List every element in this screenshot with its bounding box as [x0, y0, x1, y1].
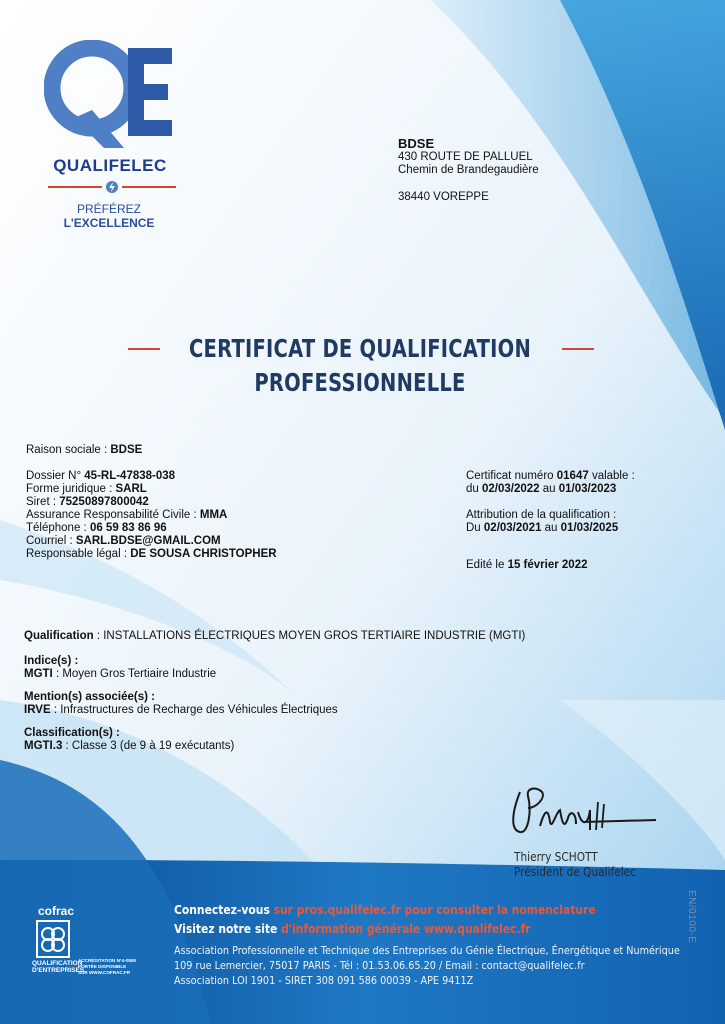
footer-line5: Association LOI 1901 - SIRET 308 091 586 00039 - APE 9411Z [174, 975, 474, 987]
recipient-name: BDSE [398, 136, 435, 151]
address-line3: 38440 VOREPPE [398, 191, 489, 203]
classification-label: Classification(s) : [24, 727, 120, 739]
tagline-part2: L'EXCELLENCE [63, 216, 155, 230]
raison-sociale: Raison sociale : BDSE [26, 444, 143, 456]
title-line2: PROFESSIONNELLE [254, 368, 466, 397]
validity-period: du 02/03/2022 au 01/03/2023 [466, 483, 617, 495]
qualification-line: Qualification : INSTALLATIONS ÉLECTRIQUES MOYEN GROS TERTIAIRE INDUSTRIE (MGTI) [24, 630, 526, 642]
mention-line: IRVE : Infrastructures de Recharge des Véhicules Électriques [24, 704, 338, 716]
forme-juridique: Forme juridique : SARL [26, 483, 147, 495]
footer-pros-link[interactable]: Connectez-vous sur pros.qualifelec.fr pour consulter la nomenclature [174, 902, 596, 917]
indice-line: MGTI : Moyen Gros Tertiaire Industrie [24, 668, 217, 680]
cofrac-name: cofrac [38, 904, 75, 918]
recipient-address [398, 136, 539, 204]
logo-divider [48, 180, 176, 194]
assurance: Assurance Responsabilité Civile : MMA [26, 509, 228, 521]
responsable-legal: Responsable légal : DE SOUSA CHRISTOPHER [26, 548, 277, 560]
attribution-period: Du 02/03/2021 au 01/03/2025 [466, 522, 619, 534]
cofrac-accreditation: ACCRÉDITATION N°4-0550 PORTÉE DISPONIBLE SUR WWW.COFRAC.FR [78, 958, 137, 975]
siret: Siret : 75250897800042 [26, 496, 149, 508]
signature-icon [506, 782, 666, 844]
signatory-name: Thierry SCHOTT [514, 850, 598, 864]
indice-label: Indice(s) : [24, 655, 79, 667]
qualification-section [24, 630, 684, 753]
tagline-part1: PRÉFÉREZ [76, 202, 141, 216]
signatory [514, 850, 636, 880]
attribution-label: Attribution de la qualification : [466, 509, 617, 521]
company-info [26, 444, 277, 561]
document-code: EN/0100-E [686, 890, 697, 944]
cofrac-logo [32, 904, 142, 984]
address-line2: Chemin de Brandegaudière [398, 164, 539, 176]
title-line1: CERTIFICAT DE QUALIFICATION [188, 334, 532, 363]
footer-line4: 109 rue Lemercier, 75017 PARIS - Tél : 01.53.06.65.20 / Email : contact@qualifelec.fr [174, 960, 585, 972]
title-dash-right [562, 348, 594, 350]
cofrac-emblem-icon [36, 920, 70, 958]
courriel: Courriel : SARL.BDSE@GMAIL.COM [26, 535, 221, 547]
address-line1: 430 ROUTE DE PALLUEL [398, 151, 533, 163]
telephone: Téléphone : 06 59 83 86 96 [26, 522, 167, 534]
footer-links [174, 900, 596, 938]
signatory-role: Président de Qualifelec [514, 865, 636, 879]
page-title [173, 332, 547, 400]
cofrac-qualification: QUALIFICATION D'ENTREPRISES [32, 960, 85, 974]
logo-name: QUALIFELEC [53, 156, 167, 175]
classification-line: MGTI.3 : Classe 3 (de 9 à 19 exécutants) [24, 740, 235, 752]
certificate-info [466, 470, 635, 572]
logo-tagline [34, 202, 184, 230]
qualifelec-logo-icon [44, 40, 174, 150]
edition-date: Edité le 15 février 2022 [466, 559, 588, 571]
footer-line3: Association Professionnelle et Technique des Entreprises du Génie Électrique, Énergétique et Numérique [174, 945, 680, 957]
dossier: Dossier N° 45-RL-47838-038 [26, 470, 176, 482]
certificate-number: Certificat numéro 01647 valable : [466, 470, 635, 482]
footer-site-link[interactable]: Visitez notre site d'information générale www.qualifelec.fr [174, 921, 531, 936]
title-dash-left [128, 348, 160, 350]
footer-association [174, 944, 680, 989]
mention-label: Mention(s) associée(s) : [24, 691, 155, 703]
